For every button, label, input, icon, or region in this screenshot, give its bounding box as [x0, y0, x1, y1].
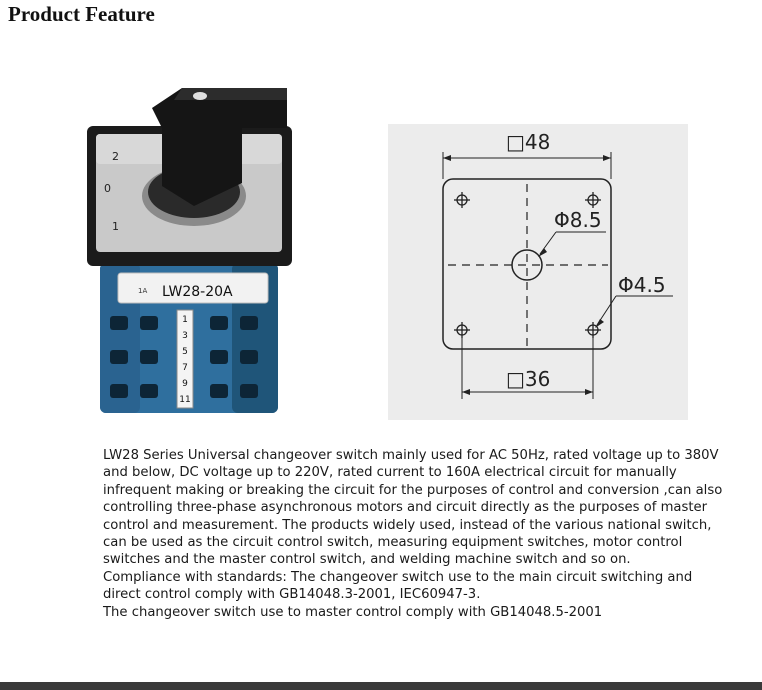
product-description — [103, 447, 723, 621]
dial-mark: 1 — [112, 220, 119, 233]
description-paragraph: LW28 Series Universal changeover switch mainly used for AC 50Hz, rated voltage up to 380V and below, DC voltage up to 220V, rated current to 160A electrical circuit for manually infrequent making or breaking the circuit for the purposes of control and conversion ,can also controlling three-phase asynchronous motors and circuit directly as the purposes of master control and measurement. The products widely used, instead of the various national switch, can be used as the circuit control switch, measuring equipment switches, motor control switches and the master control switch, and welding machine switch and so on. — [103, 448, 723, 568]
rating-tag: 1A — [138, 287, 148, 295]
dial-mark: 2 — [112, 150, 119, 163]
hole-spacing-dimension: □36 — [506, 367, 551, 391]
terminal-number: 1 — [182, 315, 188, 325]
bottom-divider — [0, 682, 762, 690]
model-label: LW28-20A — [162, 284, 233, 300]
dimension-drawing — [388, 124, 688, 420]
compliance-paragraph: Compliance with standards: The changeover switch use to the main circuit switching and direct control comply with GB14048.3-2001, IEC60947-3. — [103, 569, 693, 603]
terminal-number: 11 — [179, 395, 191, 405]
terminal-number: 3 — [182, 331, 188, 341]
terminal-number: 7 — [182, 363, 188, 373]
master-control-paragraph: The changeover switch use to master control comply with GB14048.5-2001 — [103, 604, 603, 620]
center-hole-dimension: Φ8.5 — [554, 208, 602, 232]
page-title: Product Feature — [8, 2, 155, 26]
terminal-number: 9 — [182, 379, 188, 389]
outer-dimension: □48 — [506, 130, 551, 154]
dial-mark: 0 — [104, 182, 111, 195]
product-photo — [82, 88, 302, 418]
terminal-number: 5 — [182, 347, 188, 357]
mount-hole-dimension: Φ4.5 — [618, 273, 666, 297]
